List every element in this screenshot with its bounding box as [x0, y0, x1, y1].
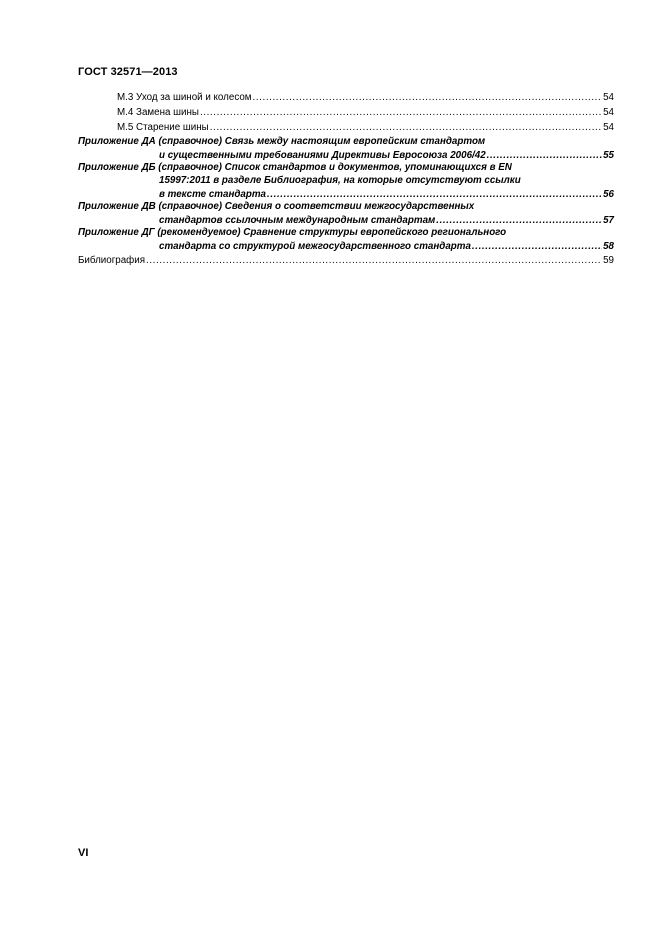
- leader-dots: [200, 106, 602, 119]
- toc-page-number: 56: [603, 189, 614, 200]
- toc-entry-dg-line1[interactable]: Приложение ДГ (рекомендуемое) Сравнение структуры европейского регионального: [78, 227, 507, 238]
- toc-entry-db-line1[interactable]: Приложение ДБ (справочное) Список стандартов и документов, упоминающихся в EN: [78, 162, 512, 173]
- document-header: ГОСТ 32571—2013: [78, 66, 178, 78]
- toc-entry-bibliography[interactable]: [78, 254, 614, 267]
- toc-entry-m5[interactable]: [78, 121, 614, 134]
- toc-entry-title: Библиография: [78, 255, 146, 266]
- leader-dots: [210, 121, 602, 134]
- toc-page-number: 58: [603, 241, 614, 252]
- toc-entry-dv-line1[interactable]: Приложение ДВ (справочное) Сведения о соответствии межгосударственных: [78, 201, 475, 212]
- toc-page-number: 55: [603, 150, 614, 161]
- toc-entry-title: М.5 Старение шины: [117, 122, 209, 133]
- toc-entry-da-line1[interactable]: Приложение ДА (справочное) Связь между настоящим европейским стандартом: [78, 136, 486, 147]
- page-number-roman: VI: [78, 847, 89, 859]
- toc-entry-title: М.3 Уход за шиной и колесом: [117, 92, 252, 103]
- toc-entry-dg[interactable]: [78, 240, 614, 253]
- toc-page-number: 59: [603, 255, 614, 266]
- toc-page-number: 54: [603, 107, 614, 118]
- toc-page-number: 54: [603, 122, 614, 133]
- leader-dots: [146, 254, 602, 267]
- toc-entry-title: и существенными требованиями Директивы Евросоюза 2006/42: [159, 150, 486, 161]
- toc-entry-title: в тексте стандарта: [159, 189, 267, 200]
- toc-entry-title: М.4 Замена шины: [117, 107, 199, 118]
- toc-page-number: 54: [603, 92, 614, 103]
- toc-entry-title: стандартов ссылочным международным стандартам: [159, 215, 436, 226]
- leader-dots: [253, 91, 603, 104]
- toc-entry-db-line2[interactable]: 15997:2011 в разделе Библиография, на которые отсутствуют ссылки: [159, 175, 521, 186]
- toc-entry-m3[interactable]: [78, 91, 614, 104]
- toc-entry-m4[interactable]: [78, 106, 614, 119]
- toc-page-number: 57: [603, 215, 614, 226]
- toc-entry-title: стандарта со структурой межгосударственного стандарта: [159, 241, 471, 252]
- leader-dots: [472, 240, 602, 253]
